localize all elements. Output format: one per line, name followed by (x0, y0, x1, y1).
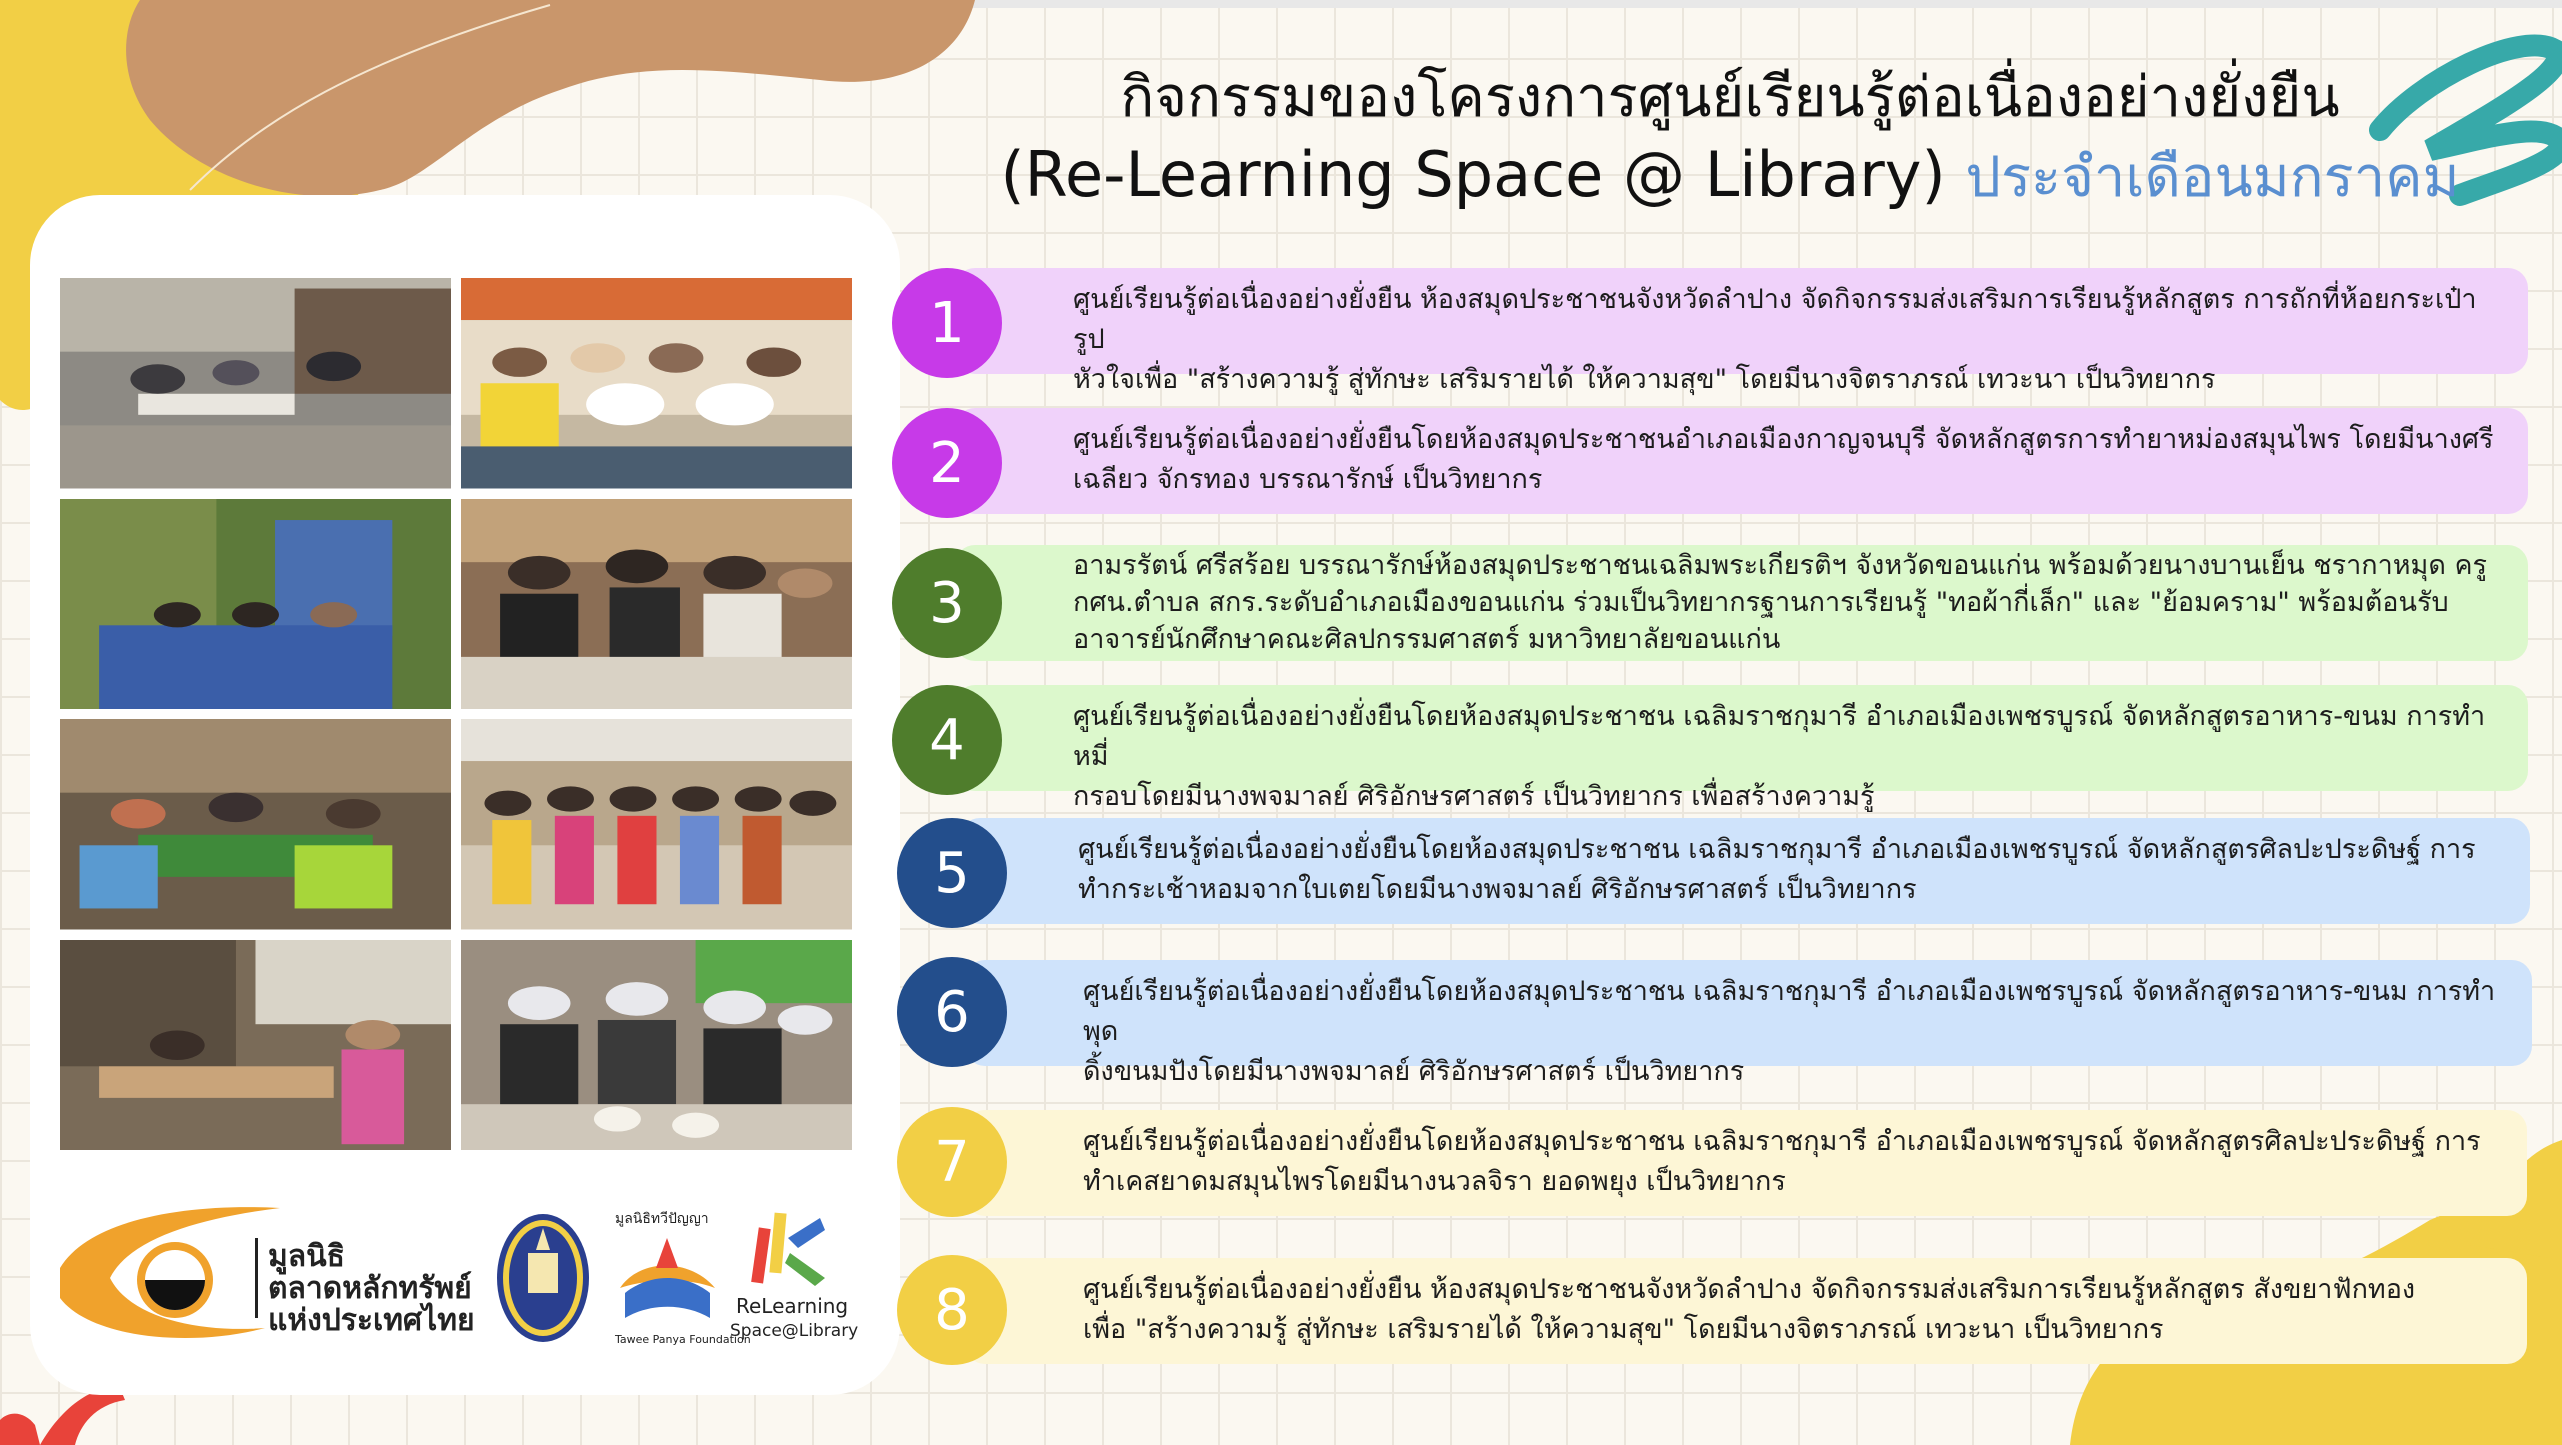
activity-badge-3: 3 (892, 548, 1002, 658)
relearning-line-1: ReLearning (736, 1294, 849, 1318)
photo-collage (60, 278, 852, 1150)
activity-badge-7: 7 (897, 1107, 1007, 1217)
activity-badge-5: 5 (897, 818, 1007, 928)
title-month: ประจำเดือนมกราคม (1965, 144, 2460, 210)
set-logo-line-2: ตลาดหลักทรัพย์ (268, 1271, 472, 1306)
group-portrait-photo (461, 719, 852, 930)
leaf-crafting-workshop-photo (60, 719, 451, 930)
activity-text-8: ศูนย์เรียนรู้ต่อเนื่องอย่างยั่งยืน ห้องสมุดประชาชนจังหวัดลำปาง จัดกิจกรรมส่งเสริมการเรียนรู้หลักสูตร สังขยาฟักทอง เพื่อ "สร้างความรู้ สู่ทักษะ เสริมรายได้ ให้ความสุข" โดยมีนางจิตราภรณ์ เทวะนา เป็นวิทยากร (1083, 1274, 2416, 1345)
indigo-dyed-cloth-photo (60, 499, 451, 710)
tawee-panya-en-text: Tawee Panya Foundation (615, 1333, 751, 1346)
library-craft-table-photo (60, 940, 451, 1151)
partner-logos (50, 1198, 870, 1358)
activity-item-2 (955, 408, 2528, 514)
ministry-seal-logo (497, 1214, 589, 1342)
group-with-certificates-photo (461, 278, 852, 489)
activity-text-7: ศูนย์เรียนรู้ต่อเนื่องอย่างยั่งยืนโดยห้องสมุดประชาชน เฉลิมราชกุมารี อำเภอเมืองเพชรบูรณ์ จัดหลักสูตรศิลปะประดิษฐ์ การ ทำเคสยาดมสมุนไพรโดยมีนางนวลจิรา ยอดพยุง เป็นวิทยากร (1083, 1126, 2481, 1197)
activity-badge-1: 1 (892, 268, 1002, 378)
activity-text-2: ศูนย์เรียนรู้ต่อเนื่องอย่างยั่งยืนโดยห้องสมุดประชาชนอำเภอเมืองกาญจนบุรี จัดหลักสูตรการทำยาหม่องสมุนไพร โดยมีนางศรี เฉลียว จักรทอง บรรณารักษ์ เป็นวิทยากร (1073, 424, 2494, 495)
activity-text-5: ศูนย์เรียนรู้ต่อเนื่องอย่างยั่งยืนโดยห้องสมุดประชาชน เฉลิมราชกุมารี อำเภอเมืองเพชรบูรณ์ จัดหลักสูตรศิลปะประดิษฐ์ การ ทำกระเช้าหอมจากใบเตยโดยมีนางพจมาลย์ ศิริอักษรศาสตร์ เป็นวิทยากร (1078, 834, 2476, 905)
activity-item-8 (965, 1258, 2527, 1364)
activity-item-1 (955, 268, 2528, 395)
activity-item-6 (965, 960, 2532, 1087)
red-corner-shape (40, 1388, 125, 1445)
set-foundation-logo (60, 1207, 475, 1338)
tawee-panya-arc-text: มูลนิธิทวีปัญญา (615, 1211, 709, 1227)
title-line-1: กิจกรรมของโครงการศูนย์เรียนรู้ต่อเนื่องอย่างยั่งยืน (1120, 65, 2340, 130)
relearning-logo (730, 1213, 858, 1341)
activity-item-7 (965, 1110, 2527, 1216)
activity-badge-2: 2 (892, 408, 1002, 518)
title-line-2 (940, 135, 2520, 216)
title-english: (Re-Learning Space @ Library) (1000, 137, 1946, 211)
library-reading-group-photo (60, 278, 451, 489)
activity-item-3 (955, 545, 2528, 661)
activity-text-4: ศูนย์เรียนรู้ต่อเนื่องอย่างยั่งยืนโดยห้องสมุดประชาชน เฉลิมราชกุมารี อำเภอเมืองเพชรบูรณ์ จัดหลักสูตรอาหาร-ขนม การทำหมี่ กรอบโดยมีนางพจมาลย์ ศิริอักษรศาสตร์ เป็นวิทยากร เพื่อสร้างความรู้ (1073, 701, 2486, 812)
activity-item-4 (955, 685, 2528, 812)
activity-badge-4: 4 (892, 685, 1002, 795)
activity-badge-8: 8 (897, 1255, 1007, 1365)
tan-blob (126, 0, 975, 196)
activity-text-1: ศูนย์เรียนรู้ต่อเนื่องอย่างยั่งยืน ห้องสมุดประชาชนจังหวัดลำปาง จัดกิจกรรมส่งเสริมการเรียนรู้หลักสูตร การถักที่ห้อยกระเป๋ารูป หัวใจเพื่อ "สร้างความรู้ สู่ทักษะ เสริมรายได้ ให้ความสุข" โดยมีนางจิตราภรณ์ เทวะนา เป็นวิทยากร (1073, 284, 2477, 395)
activity-item-5 (960, 818, 2530, 924)
activity-text-3: อามรรัตน์ ศรีสร้อย บรรณารักษ์ห้องสมุดประชาชนเฉลิมพระเกียรติฯ จังหวัดขอนแก่น พร้อมด้วยนางบานเย็น ชรากาหมุด ครู กศน.ตำบล สกร.ระดับอำเภอเมืองขอนแก่น ร่วมเป็นวิทยากรฐานการเรียนรู้ "ทอผ้ากี่เล็ก" และ "ย้อมคราม" พร้อมต้อนรับ อาจารย์นักศึกษาคณะศิลปกรรมศาสตร์ มหาวิทยาลัยขอนแก่น (1073, 550, 2488, 655)
food-prep-hairnets-photo (461, 940, 852, 1151)
set-logo-line-3: แห่งประเทศไทย (268, 1303, 475, 1338)
activity-text-6: ศูนย์เรียนรู้ต่อเนื่องอย่างยั่งยืนโดยห้องสมุดประชาชน เฉลิมราชกุมารี อำเภอเมืองเพชรบูรณ์ จัดหลักสูตรอาหาร-ขนม การทำพุด ดิ้งขนมปังโดยมีนางพจมาลย์ ศิริอักษรศาสตร์ เป็นวิทยากร (1083, 976, 2496, 1087)
cooking-workshop-photo (461, 499, 852, 710)
red-corner-shape-2 (0, 1414, 40, 1445)
set-logo-line-1: มูลนิธิ (268, 1239, 345, 1274)
page-title (940, 62, 2520, 215)
relearning-line-2: Space@Library (730, 1321, 859, 1341)
activity-badge-6: 6 (897, 957, 1007, 1067)
